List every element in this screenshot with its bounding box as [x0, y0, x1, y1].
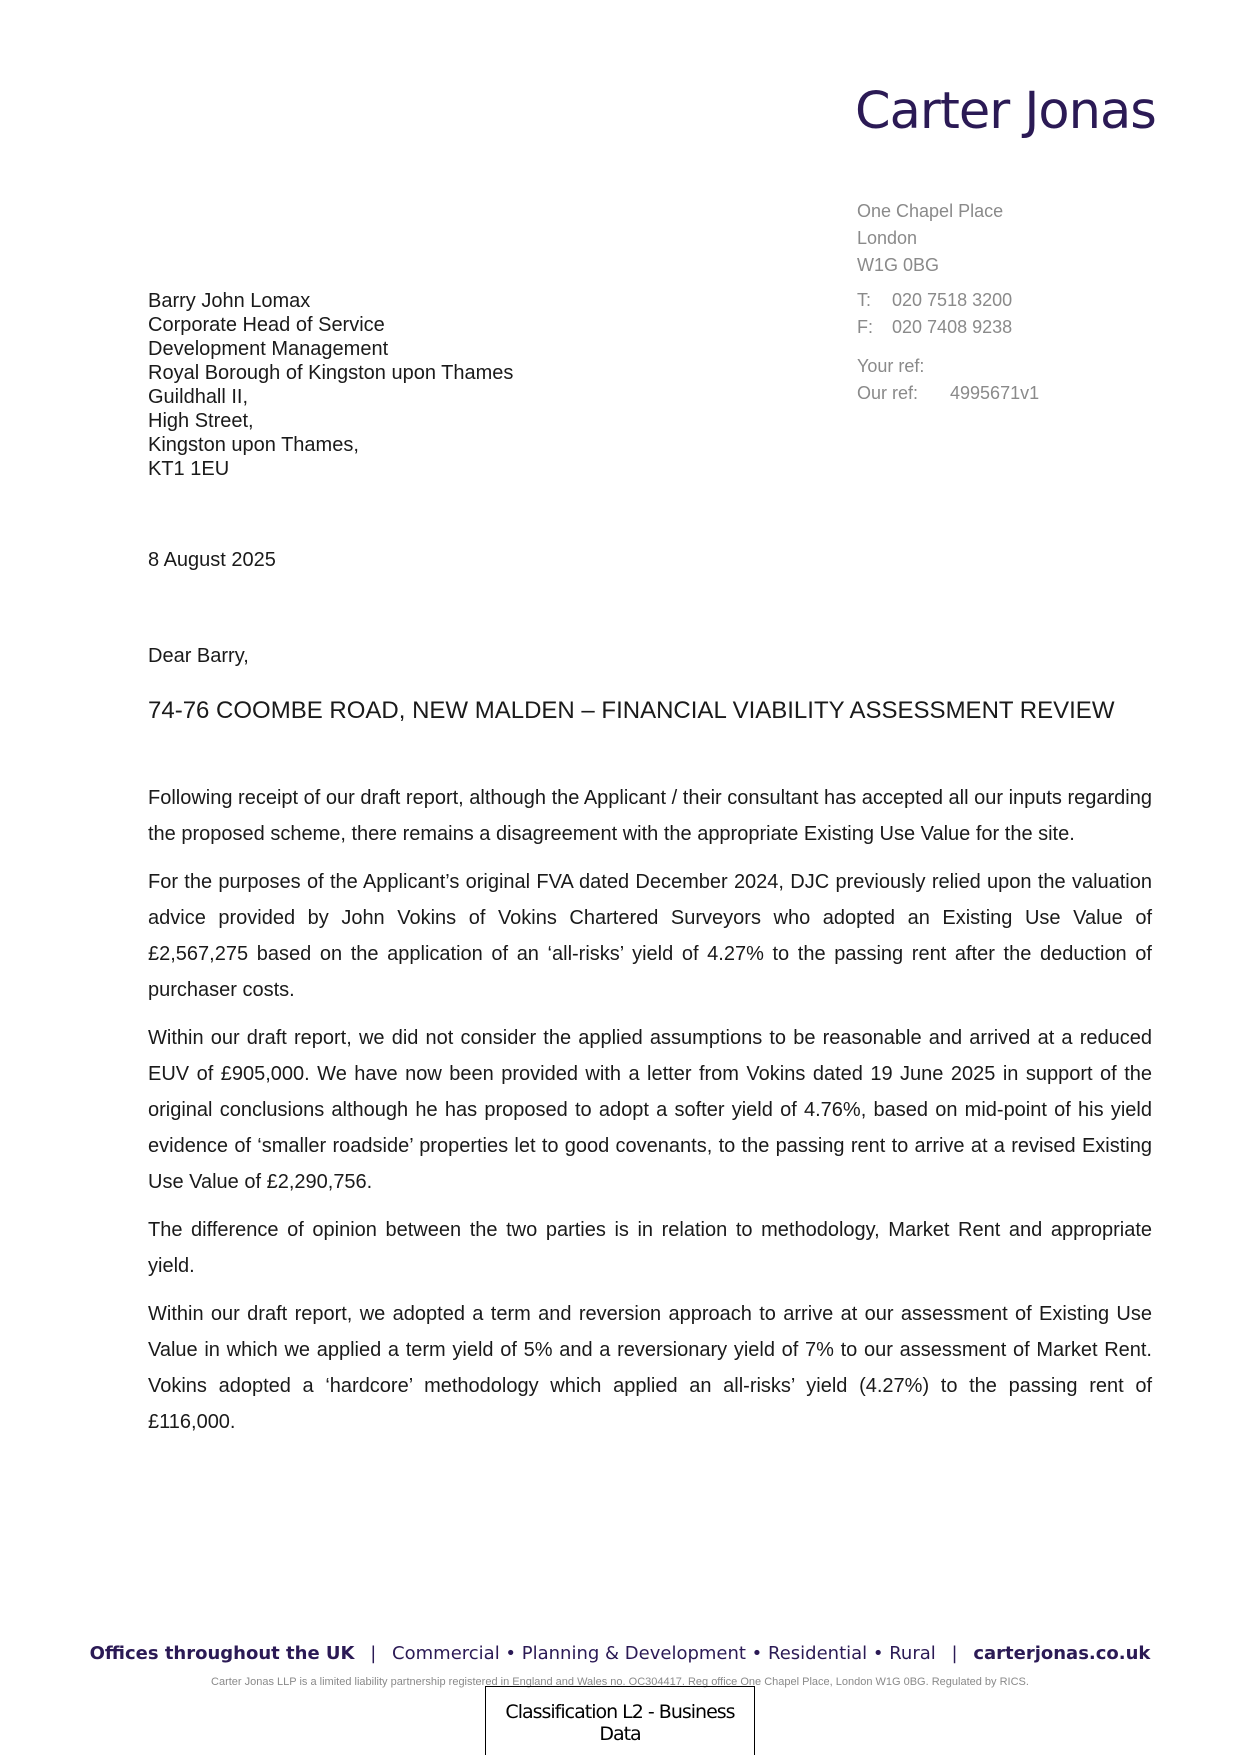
salutation: Dear Barry, — [148, 645, 249, 667]
body-paragraph: Within our draft report, we did not consider the applied assumptions to be reasonable and arrived at a reduced EUV of £905,000. We have now been provided with a letter from Vokins dated 19 June 2025 in support of the original conclusions although he has proposed to adopt a softer yield of 4.76%, based on mid-point of his yield evidence of ‘smaller roadside’ properties let to good covenants, to the passing rent to arrive at a revised Existing Use Value of £2,290,756. — [148, 1027, 1152, 1193]
footer-offices: Offices throughout the UK — [89, 1643, 355, 1664]
your-ref-label: Your ref: — [857, 356, 925, 376]
body-paragraph: Following receipt of our draft report, although the Applicant / their consultant has accepted all our inputs regarding the proposed scheme, there remains a disagreement with the appropriate Existing Use Value for the site. — [148, 787, 1152, 845]
footer-divider: | — [951, 1643, 958, 1664]
letter-body — [148, 780, 1152, 1452]
phone-label: T: — [857, 290, 872, 310]
footer-services: Commercial • Planning & Development • Residential • Rural — [392, 1643, 936, 1664]
recipient-line: High Street, — [148, 410, 254, 432]
footer-offices-bar — [0, 1643, 1240, 1664]
sender-address-line: W1G 0BG — [857, 255, 940, 275]
classification-label: Classification L2 - Business Data — [485, 1686, 755, 1755]
letter-heading: 74-76 COOMBE ROAD, NEW MALDEN – FINANCIAL VIABILITY ASSESSMENT REVIEW — [148, 697, 1115, 724]
recipient-line: Royal Borough of Kingston upon Thames — [148, 362, 514, 384]
sender-phone — [857, 287, 1157, 314]
recipient-line: Corporate Head of Service — [148, 314, 385, 336]
recipient-line: Barry John Lomax — [148, 290, 311, 312]
sender-address-line: One Chapel Place — [857, 201, 1004, 221]
letter-date: 8 August 2025 — [148, 549, 276, 571]
body-paragraph: The difference of opinion between the two parties is in relation to methodology, Market Rent and appropriate yield. — [148, 1219, 1152, 1277]
footer-divider: | — [370, 1643, 377, 1664]
our-ref-value: 4995671v1 — [950, 383, 1040, 403]
fax-number: 020 7408 9238 — [892, 317, 1013, 337]
sender-block — [857, 198, 1157, 407]
company-logo: Carter Jonas — [855, 82, 1156, 141]
recipient-line: Development Management — [148, 338, 389, 360]
our-ref-label: Our ref: — [857, 383, 919, 403]
sender-address-line: London — [857, 228, 918, 248]
phone-number: 020 7518 3200 — [892, 290, 1013, 310]
body-paragraph: For the purposes of the Applicant’s original FVA dated December 2024, DJC previously relied upon the valuation advice provided by John Vokins of Vokins Chartered Surveyors who adopted an Existing Use Value of £2,567,275 based on the application of an ‘all-risks’ yield of 4.27% to the passing rent after the deduction of purchaser costs. — [148, 871, 1152, 1001]
our-ref — [857, 380, 1157, 407]
footer-legal-text: Carter Jonas LLP is a limited liability partnership registered in England and Wales no. OC304417. Reg office One Chapel Place, London W1G 0BG. Regulated by RICS. — [211, 1676, 1029, 1688]
recipient-line: KT1 1EU — [148, 458, 230, 480]
recipient-address — [148, 289, 513, 481]
footer-website-link[interactable]: carterjonas.co.uk — [973, 1643, 1151, 1664]
sender-fax — [857, 314, 1157, 341]
fax-label: F: — [857, 317, 873, 337]
body-paragraph: Within our draft report, we adopted a term and reversion approach to arrive at our assessment of Existing Use Value in which we applied a term yield of 5% and a reversionary yield of 7% to our assessment of Market Rent. Vokins adopted a ‘hardcore’ methodology which applied an all-risks’ yield (4.27%) to the passing rent of £116,000. — [148, 1303, 1152, 1433]
your-ref — [857, 353, 1157, 380]
recipient-line: Guildhall II, — [148, 386, 249, 408]
recipient-line: Kingston upon Thames, — [148, 434, 359, 456]
